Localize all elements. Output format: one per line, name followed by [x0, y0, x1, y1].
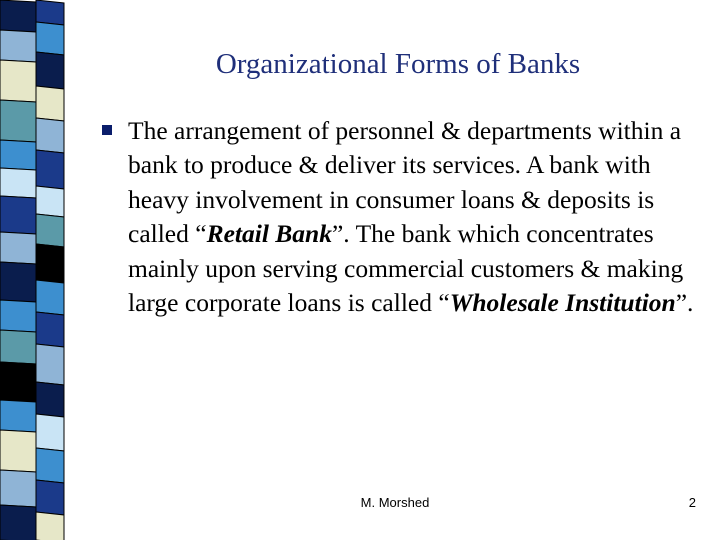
- strip-right-block: [36, 22, 64, 55]
- strip-left-block: [0, 0, 36, 32]
- footer-author: M. Morshed: [360, 495, 430, 510]
- strip-left-block: [0, 168, 36, 198]
- strip-left-block: [0, 470, 36, 507]
- strip-right-block: [36, 86, 64, 121]
- strip-left-block: [0, 330, 36, 364]
- page-number: 2: [688, 495, 696, 510]
- slide-title: Organizational Forms of Banks: [215, 48, 581, 80]
- strip-right-block: [36, 512, 64, 540]
- strip-left-block: [0, 100, 36, 142]
- strip-left-block: [0, 140, 36, 170]
- strip-right-block: [36, 214, 64, 247]
- strip-left-block: [0, 232, 36, 264]
- bullet-text: [128, 114, 712, 320]
- strip-right-block: [36, 280, 64, 315]
- bullet-text-part-2: ”. The bank which concentrates mainly upon serving commercial customers & making large corporate loans is called “: [128, 219, 684, 318]
- strip-left-block: [0, 196, 36, 234]
- strip-right-block: [36, 480, 64, 515]
- wholesale-institution-term: Wholesale Institution: [449, 288, 676, 318]
- strip-right-block: [36, 118, 64, 153]
- strip-right-block: [36, 150, 64, 189]
- strip-right-block: [36, 382, 64, 417]
- bullet-marker-icon: [102, 125, 112, 135]
- bullet-text-part-1: The arrangement of personnel & departments within a bank to produce & deliver its services. A bank with heavy involvement in consumer loans & deposits is called “: [128, 116, 682, 249]
- strip-left-block: [0, 262, 36, 302]
- strip-left-block: [0, 362, 36, 402]
- strip-right-block: [36, 186, 64, 217]
- strip-left-block: [0, 300, 36, 332]
- strip-right-block: [36, 448, 64, 483]
- strip-right-block: [36, 52, 64, 89]
- strip-right-block: [36, 344, 64, 385]
- strip-left-block: [0, 505, 36, 540]
- strip-right-block: [36, 414, 64, 451]
- bullet-text-part-3: ”.: [675, 288, 694, 318]
- strip-right-block: [36, 0, 64, 25]
- strip-left-block: [0, 400, 36, 432]
- strip-right-block: [36, 312, 64, 347]
- strip-left-block: [0, 430, 36, 472]
- strip-left-block: [0, 60, 36, 102]
- strip-right-block: [36, 244, 64, 283]
- retail-bank-term: Retail Bank: [206, 219, 332, 249]
- strip-left-block: [0, 30, 36, 62]
